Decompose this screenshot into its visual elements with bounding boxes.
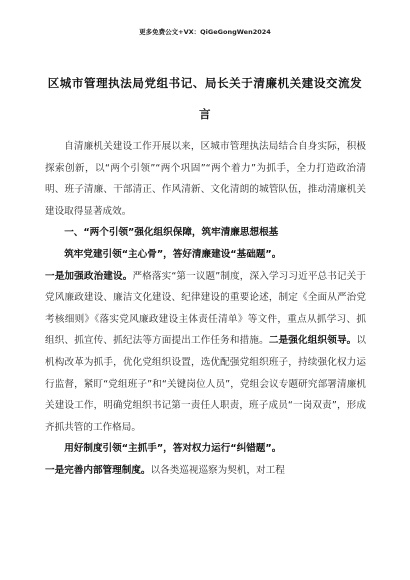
paragraph-internal-management — [45, 460, 366, 482]
paragraph-political-building — [45, 266, 366, 439]
paragraph-text: 严格落实“第一议题”制度，深入学习习近平总书记关于党风廉政建设、廉洁文化建设、纪律建设的重要论述，制定《全面从严治党考核细则》《落实党风廉政建设主体责任清单》等文件，重点从抓学习、抓组织、抓宣传、抓纪法等方面提出工作任务和措施。 — [45, 270, 366, 347]
intro-paragraph: 自清廉机关建设工作开展以来，区城市管理执法局结合自身实际，积极探索创新，以“两个引领”“两个巩固”“两个着力”为抓手，全力打造政治清明、班子清廉、干部清正、作风清新、文化清朗的城管队伍，推动清廉机关建设取得显著成效。 — [45, 141, 366, 217]
document-body — [45, 136, 366, 482]
lead-phrase: 一是加强政治建设。 — [45, 270, 133, 282]
paragraph-text: 以机构改革为抓手，优化党组织设置，选优配强党组织班子，持续强化权力运行监督，紧盯“党组班子”和“关键岗位人员”，党组会议专题研究部署清廉机关建设工作，明确党组织书记第一责任人职责，班子成员“一岗双责”，形成齐抓共管的工作格局。 — [45, 335, 367, 433]
subsection-heading: 用好制度引领“主抓手”，答对权力运行“纠错题”。 — [64, 443, 282, 455]
lead-phrase: 二是强化组织领导。 — [268, 335, 357, 347]
lead-phrase: 一是完善内部管理制度。 — [45, 464, 151, 476]
paragraph-text: 以各类巡视巡察为契机，对工程 — [150, 464, 285, 476]
header-promo-text: 更多免费公文+VX：QiGeGongWen2024 — [139, 28, 271, 36]
document-title: 区城市管理执法局党组书记、局长关于清廉机关建设交流发言 — [47, 76, 363, 121]
section-heading: 一、“两个引领”强化组织保障，筑牢清廉思想根基 — [64, 227, 279, 239]
subsection-heading: 筑牢党建引领“主心骨”，答好清廉建设“基础题”。 — [64, 248, 282, 260]
